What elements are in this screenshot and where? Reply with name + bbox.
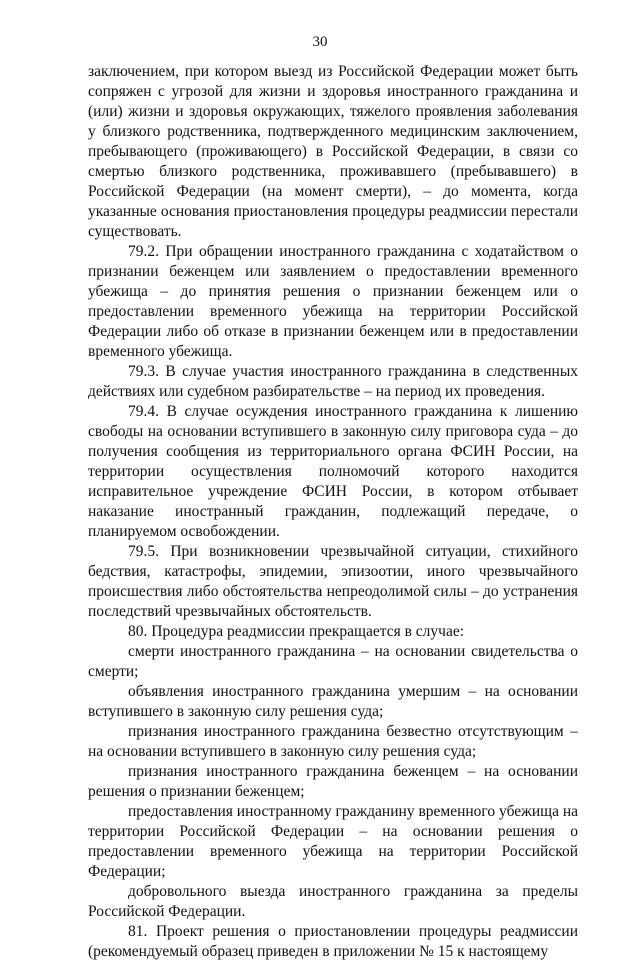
paragraph: 79.5. При возникновении чрезвычайной ситуации, стихийного бедствия, катастрофы, эпидемии, эпизоотии, иного чрезвычайного происшествия либо обстоятельства непреодолимой силы – до устранения последствий чрезвычайных обстоятельств.: [88, 543, 578, 620]
paragraph: 81. Проект решения о приостановлении процедуры реадмиссии (рекомендуемый образец приведен в приложении № 15 к настоящему: [88, 923, 578, 960]
paragraph: признания иностранного гражданина беженцем – на основании решения о признании беженцем;: [88, 763, 578, 800]
paragraph: предоставления иностранному гражданину временного убежища на территории Российской Федерации – на основании решения о предоставлении временного убежища на территории Российской Федерации;: [88, 803, 578, 880]
paragraph: смерти иностранного гражданина – на основании свидетельства о смерти;: [88, 643, 578, 680]
paragraph: 79.3. В случае участия иностранного гражданина в следственных действиях или судебном разбирательстве – на период их проведения.: [88, 363, 578, 400]
paragraph: 79.2. При обращении иностранного гражданина с ходатайством о признании беженцем или заявлением о предоставлении временного убежища – до принятия решения о признании беженцем или о предоставлении временного убежища на территории Российской Федерации либо об отказе в признании беженцем или в предоставлении временного убежища.: [88, 243, 578, 360]
paragraph: признания иностранного гражданина безвестно отсутствующим – на основании вступившего в законную силу решения суда;: [88, 723, 578, 760]
paragraph: 79.4. В случае осуждения иностранного гражданина к лишению свободы на основании вступившего в законную силу приговора суда – до получения сообщения из территориального органа ФСИН России, на территории осуществления полномочий которого находится исправительное учреждение ФСИН России, в котором отбывает наказание иностранный гражданин, подлежащий передаче, о планируемом освобождении.: [88, 403, 578, 540]
paragraph: объявления иностранного гражданина умершим – на основании вступившего в законную силу решения суда;: [88, 683, 578, 720]
paragraph: заключением, при котором выезд из Российской Федерации может быть сопряжен с угрозой для жизни и здоровья иностранного гражданина и (или) жизни и здоровья окружающих, тяжелого проявления заболевания у близкого родственника, подтвержденного медицинским заключением, пребывающего (проживающего) в Российской Федерации, в связи со смертью близкого родственника, проживавшего (пребывавшего) в Российской Федерации (на момент смерти), – до момента, когда указанные основания приостановления процедуры реадмиссии перестали существовать.: [88, 63, 578, 240]
document-body: [88, 62, 578, 962]
paragraph: добровольного выезда иностранного гражданина за пределы Российской Федерации.: [88, 883, 578, 920]
paragraph: 80. Процедура реадмиссии прекращается в случае:: [128, 623, 465, 640]
page-number: 30: [312, 34, 328, 50]
